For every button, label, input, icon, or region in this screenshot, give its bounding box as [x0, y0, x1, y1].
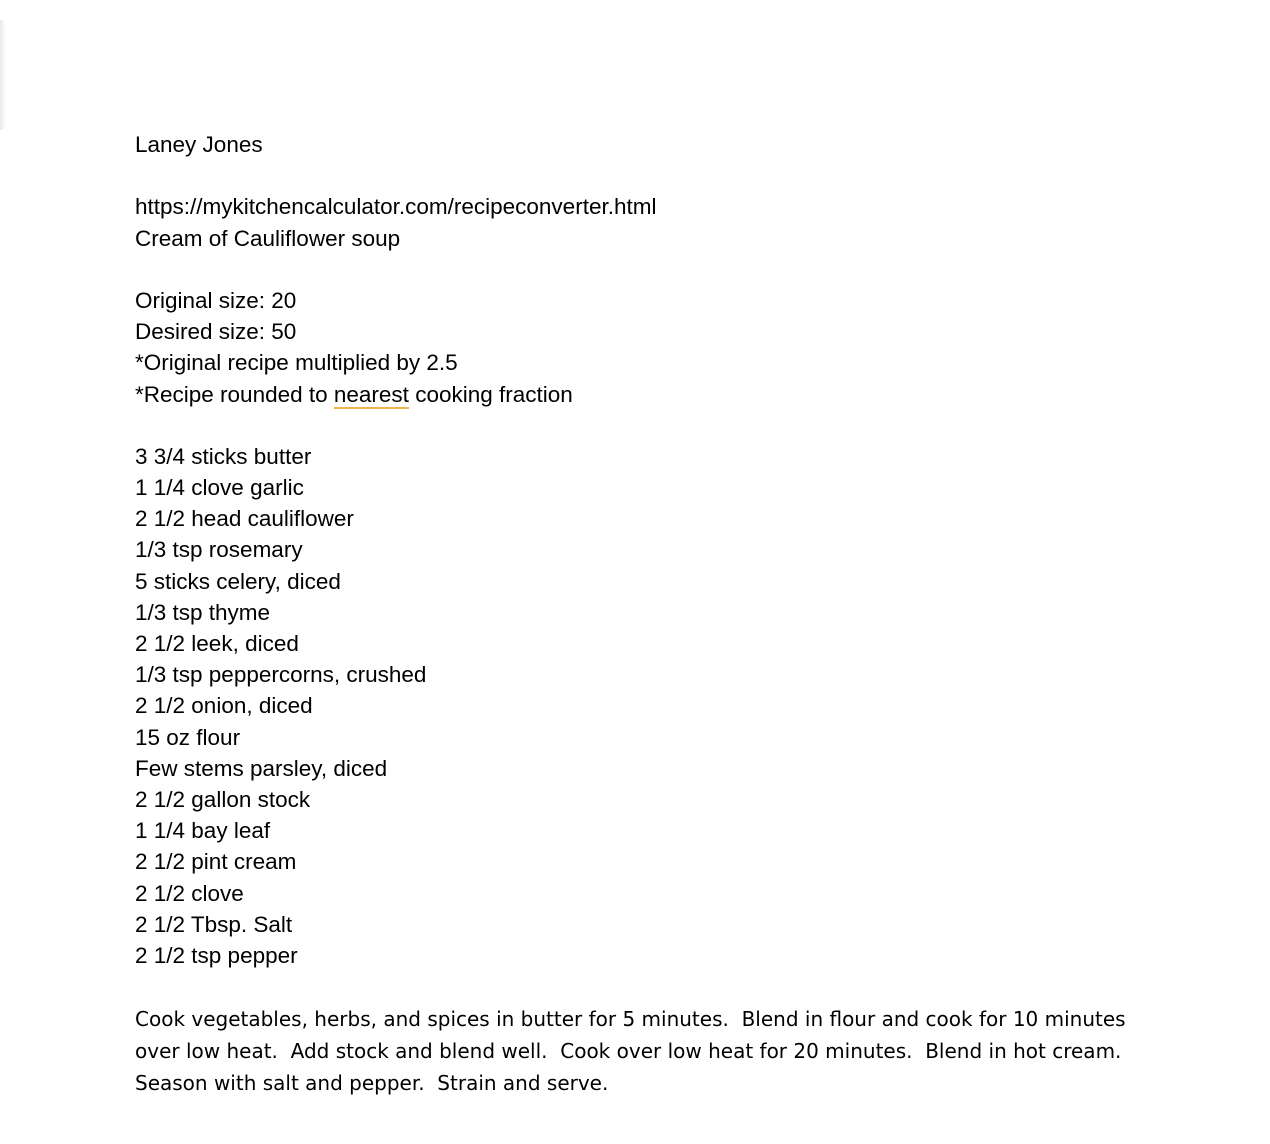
desired-size: Desired size: 50 — [135, 319, 297, 345]
ingredient-item: 3 3/4 sticks butter — [135, 443, 312, 469]
rounding-note-end: cooking fraction — [408, 381, 573, 407]
ingredient-item: 1 1/4 clove garlic — [135, 475, 304, 501]
rounding-note — [135, 379, 1135, 410]
document-body[interactable] — [135, 129, 1135, 971]
blank-line — [135, 410, 1135, 441]
ingredient-item: 1/3 tsp rosemary — [135, 537, 303, 563]
multiplier-note: *Original recipe multiplied by 2.5 — [135, 350, 458, 376]
ingredient-item: 2 1/2 clove — [135, 880, 244, 906]
ingredient-item: 2 1/2 tsp pepper — [135, 942, 298, 968]
recipe-title: Cream of Cauliflower soup — [135, 225, 401, 251]
instructions-paragraph: Cook vegetables, herbs, and spices in butter for 5 minutes. Blend in flour and cook for 10 minutes over low heat. Add stock and blend well. Cook over low heat for 20 minutes. Blend in hot cream. Season with salt and pepper. Strain and serve. — [135, 1007, 1135, 1095]
ingredient-list — [135, 441, 1135, 971]
page-edge-shadow — [0, 20, 6, 130]
blank-line — [135, 254, 1135, 285]
original-size: Original size: 20 — [135, 287, 297, 313]
ingredient-item: 1 1/4 bay leaf — [135, 818, 271, 844]
ingredient-item: 1/3 tsp thyme — [135, 599, 271, 625]
source-url: https://mykitchencalculator.com/recipeconverter.html — [135, 194, 657, 220]
ingredient-item: 2 1/2 gallon stock — [135, 786, 311, 812]
author-name: Laney Jones — [135, 132, 263, 157]
ingredient-item: 5 sticks celery, diced — [135, 568, 341, 594]
ingredient-item: 2 1/2 Tbsp. Salt — [135, 911, 293, 937]
ingredient-item: Few stems parsley, diced — [135, 755, 388, 781]
ingredient-item: 2 1/2 head cauliflower — [135, 506, 354, 532]
blank-line — [135, 160, 1135, 191]
rounding-note-start: *Recipe rounded to — [135, 381, 334, 407]
ingredient-item: 2 1/2 pint cream — [135, 849, 297, 875]
ingredient-item: 1/3 tsp peppercorns, crushed — [135, 662, 427, 688]
ingredient-item: 15 oz flour — [135, 724, 241, 750]
ingredient-item: 2 1/2 onion, diced — [135, 693, 313, 719]
spellcheck-flagged-word[interactable]: nearest — [333, 381, 409, 407]
ingredient-item: 2 1/2 leek, diced — [135, 631, 299, 656]
